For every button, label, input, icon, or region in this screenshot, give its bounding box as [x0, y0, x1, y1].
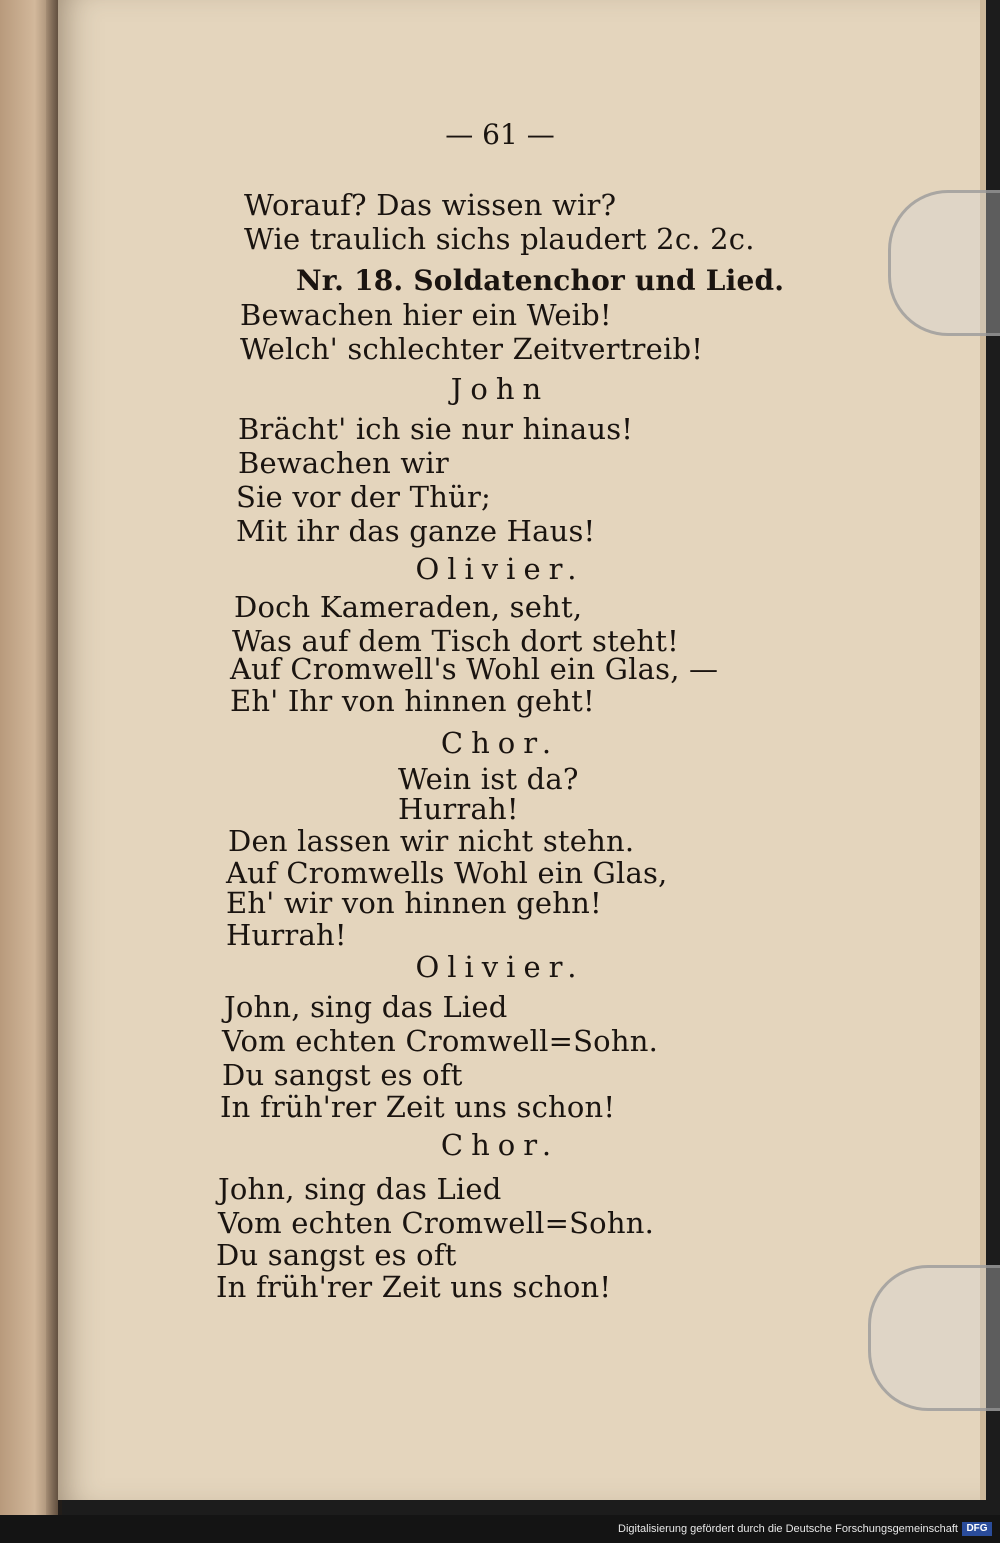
verse-line: Vom echten Cromwell=Sohn.: [218, 1206, 654, 1240]
speaker-name: John: [450, 372, 550, 406]
speaker-name: Olivier.: [415, 552, 585, 586]
verse-line: Sie vor der Thür;: [236, 480, 491, 514]
verse-line: In früh'rer Zeit uns schon!: [220, 1090, 616, 1124]
verse-line: Doch Kameraden, seht,: [234, 590, 583, 624]
section-heading: Nr. 18. Soldatenchor und Lied.: [296, 264, 785, 297]
verse-line: Du sangst es oft: [216, 1238, 457, 1272]
verse-line: Eh' wir von hinnen gehn!: [226, 886, 602, 920]
verse-line: Bewachen hier ein Weib!: [240, 298, 612, 332]
verse-line: John, sing das Lied: [218, 1172, 502, 1206]
verse-line: Was auf dem Tisch dort steht!: [232, 624, 679, 658]
verse-line: Auf Cromwell's Wohl ein Glas, —: [230, 652, 719, 686]
verse-line: Den lassen wir nicht stehn.: [228, 824, 635, 858]
dfg-logo: DFG: [962, 1522, 992, 1536]
footer-bar: [0, 1515, 1000, 1543]
digitization-credit: Digitalisierung gefördert durch die Deutsche Forschungsgemeinschaft: [618, 1523, 958, 1535]
verse-line: Welch' schlechter Zeitvertreib!: [240, 332, 704, 366]
verse-line: Auf Cromwells Wohl ein Glas,: [226, 856, 668, 890]
verse-line-indented: Wein ist da?: [398, 762, 579, 796]
verse-line: John, sing das Lied: [224, 990, 508, 1024]
verse-line: Brächt' ich sie nur hinaus!: [238, 412, 634, 446]
verse-line: Vom echten Cromwell=Sohn.: [222, 1024, 658, 1058]
verse-line: Eh' Ihr von hinnen geht!: [230, 684, 595, 718]
speaker-name: Olivier.: [415, 950, 585, 984]
verse-line: Du sangst es oft: [222, 1058, 463, 1092]
verse-line: Bewachen wir: [238, 446, 449, 480]
verse-line: Worauf? Das wissen wir?: [244, 188, 617, 222]
verse-line: Mit ihr das ganze Haus!: [236, 514, 596, 548]
verse-line: Hurrah!: [226, 918, 347, 952]
verse-line: In früh'rer Zeit uns schon!: [216, 1270, 612, 1304]
scanner-clip-bottom: [868, 1265, 1000, 1411]
scanner-clip-top: [888, 190, 1000, 336]
verse-line: Wie traulich sichs plaudert 2c. 2c.: [244, 222, 755, 256]
verse-line-indented: Hurrah!: [398, 792, 519, 826]
page-number: — 61 —: [445, 118, 555, 151]
speaker-name: Chor.: [440, 1128, 560, 1162]
speaker-name: Chor.: [440, 726, 560, 760]
